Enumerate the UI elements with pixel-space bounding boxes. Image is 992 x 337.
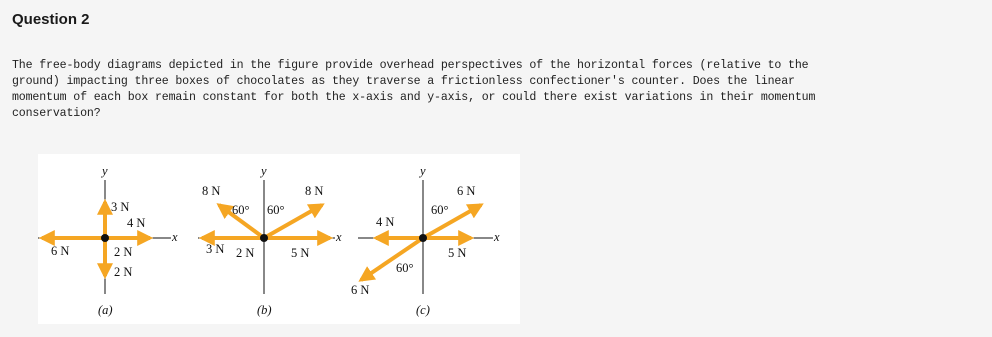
question-line: The free-body diagrams depicted in the figure provide overhead perspectives of the horizontal forces (relative to the bbox=[12, 59, 809, 72]
force-label: 4 N bbox=[127, 216, 146, 230]
diagram-caption: (a) bbox=[98, 303, 113, 317]
free-body-figure bbox=[38, 154, 520, 324]
box-point bbox=[101, 234, 109, 242]
question-line: ground) impacting three boxes of chocolates as they traverse a frictionless confectioner's counter. Does the linear bbox=[12, 75, 795, 88]
force-label: 2 N bbox=[114, 245, 133, 259]
question-line: conservation? bbox=[12, 107, 101, 120]
free-body-diagrams bbox=[38, 154, 520, 324]
question-title: Question 2 bbox=[12, 11, 90, 28]
force-label: 5 N bbox=[291, 246, 310, 260]
force-label: 2 N bbox=[236, 246, 255, 260]
force-label: 2 N bbox=[114, 265, 133, 279]
diagram-caption: (b) bbox=[257, 303, 272, 317]
y-axis-label: y bbox=[420, 164, 426, 178]
force-label: 6 N bbox=[51, 244, 70, 258]
angle-label: 60° bbox=[396, 261, 414, 275]
y-axis-label: y bbox=[261, 164, 267, 178]
force-label: 6 N bbox=[351, 283, 370, 297]
x-axis-label: x bbox=[494, 230, 500, 244]
force-label: 4 N bbox=[376, 215, 395, 229]
force-arrow-down-left bbox=[361, 238, 423, 280]
force-label: 6 N bbox=[457, 184, 476, 198]
force-label: 3 N bbox=[111, 200, 130, 214]
y-axis-label: y bbox=[102, 164, 108, 178]
box-point bbox=[260, 234, 268, 242]
x-axis-label: x bbox=[336, 230, 342, 244]
diagram-caption: (c) bbox=[416, 303, 430, 317]
angle-label: 60° bbox=[232, 203, 250, 217]
x-axis-label: x bbox=[172, 230, 178, 244]
force-label: 5 N bbox=[448, 246, 467, 260]
question-line: momentum of each box remain constant for both the x-axis and y-axis, or could there exist variations in their momentum bbox=[12, 91, 816, 104]
question-text bbox=[12, 58, 987, 122]
diagram-a bbox=[38, 164, 178, 317]
diagram-c bbox=[351, 164, 500, 317]
angle-label: 60° bbox=[267, 203, 285, 217]
box-point bbox=[419, 234, 427, 242]
force-label: 8 N bbox=[202, 184, 221, 198]
force-label: 8 N bbox=[305, 184, 324, 198]
force-label: 3 N bbox=[206, 242, 225, 256]
diagram-b bbox=[198, 164, 342, 317]
angle-label: 60° bbox=[431, 203, 449, 217]
